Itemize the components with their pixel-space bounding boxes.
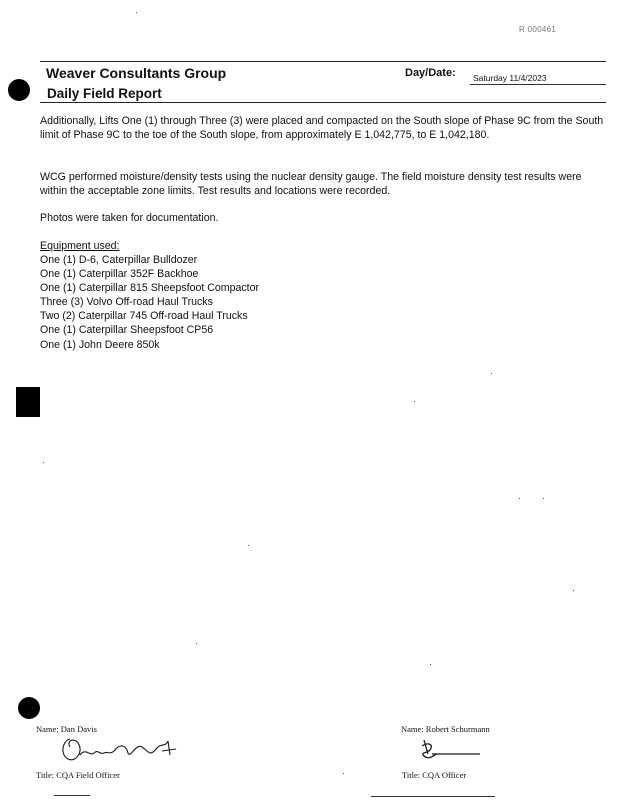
left-signatory-name: Name: Dan Davis [36,724,97,734]
right-signature [414,736,486,762]
company-name: Weaver Consultants Group [46,65,227,81]
equipment-item: One (1) Caterpillar 815 Sheepsfoot Compactor [40,282,260,295]
paragraph-lifts: Additionally, Lifts One (1) through Three (3) were placed and compacted on the South slope of Phase 9C from the South limit of Phase 9C to the toe of the South slope, from approximately E 1,042,775, to E 1,042,180. [40,115,604,141]
left-signature-rule [54,795,90,796]
equipment-item: Three (3) Volvo Off-road Haul Trucks [40,296,213,309]
equipment-item: One (1) Caterpillar Sheepsfoot CP56 [40,324,214,337]
day-date-label: Day/Date: [405,67,456,79]
document-id: R 000461 [519,25,557,34]
paragraph-density-tests: WCG performed moisture/density tests using the nuclear density gauge. The field moisture density test results were within the acceptable zone limits. Test results and locations were recorded. [40,171,582,197]
equipment-heading: Equipment used: [40,240,120,252]
hole-punch-mark-bottom [18,697,40,719]
day-date-underline [470,84,606,85]
report-title: Daily Field Report [47,86,162,101]
left-signatory-title: Title: CQA Field Officer [36,770,120,780]
left-signature [56,733,186,765]
equipment-list [40,253,259,352]
day-date-value: Saturday 11/4/2023 [473,73,547,83]
right-signatory-title: Title: CQA Officer [402,770,467,780]
right-signatory-name: Name: Robert Schurmann [401,724,490,734]
header-bottom-rule [40,102,606,103]
right-signature-rule [371,796,495,797]
equipment-item: One (1) John Deere 850k [40,338,160,351]
equipment-item: One (1) Caterpillar 352F Backhoe [40,268,199,281]
header-top-rule [40,61,606,62]
hole-punch-mark-top [8,79,30,101]
equipment-item: Two (2) Caterpillar 745 Off-road Haul Trucks [40,310,248,323]
redaction-mark [16,387,40,417]
equipment-item: One (1) D-6, Caterpillar Bulldozer [40,254,198,266]
paragraph-photos: Photos were taken for documentation. [40,212,219,224]
